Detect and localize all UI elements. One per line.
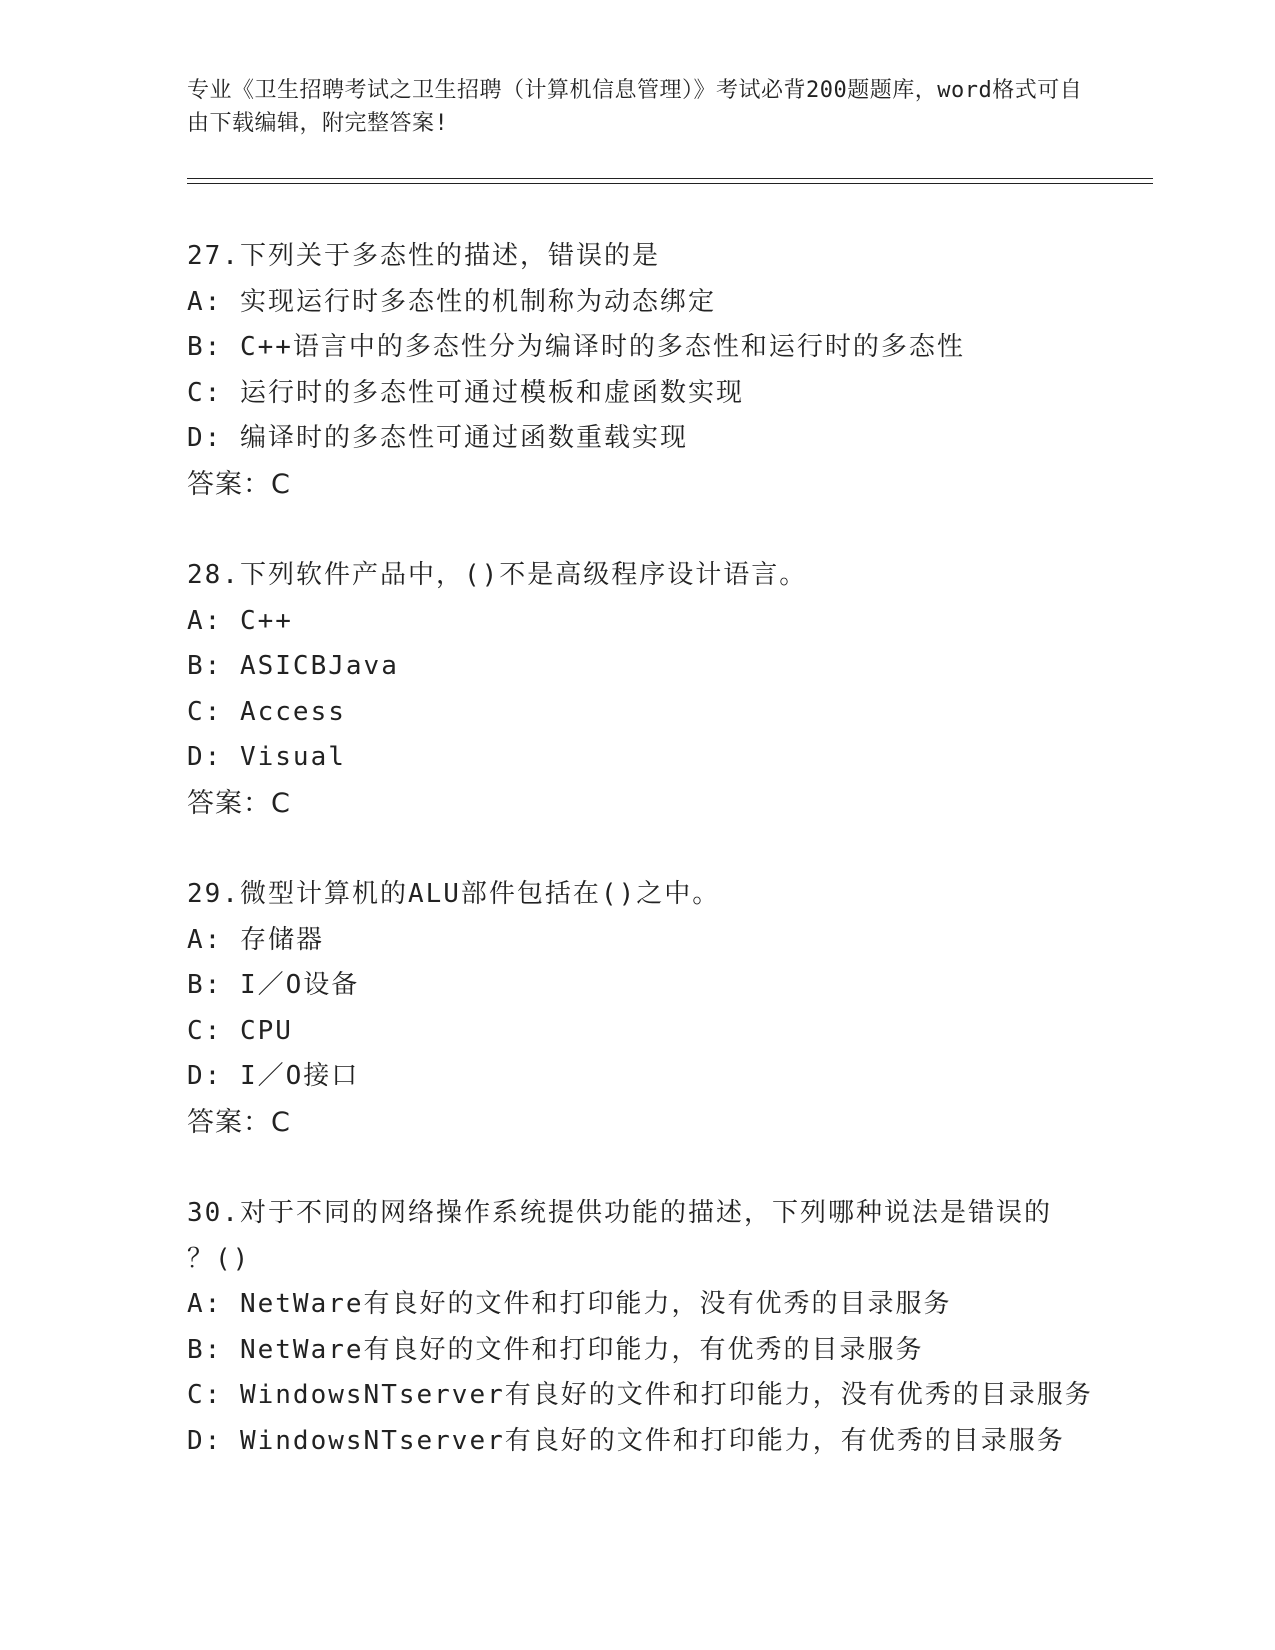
option-text: 实现运行时多态性的机制称为动态绑定: [239, 286, 716, 317]
answer-value: C: [271, 468, 291, 500]
option-b: [187, 963, 1087, 1009]
option-c: [187, 1009, 1087, 1055]
option-key: D:: [187, 742, 240, 772]
answer: [187, 1100, 1087, 1146]
option-text: C++: [239, 605, 293, 636]
option-key: B:: [187, 1334, 240, 1365]
option-text: ASICBJava: [239, 651, 399, 681]
answer-value: C: [271, 1106, 291, 1138]
header-rule-top: [187, 178, 1153, 179]
question-stem: 29.微型计算机的ALU部件包括在()之中。: [187, 879, 721, 909]
option-key: C:: [187, 1380, 240, 1410]
option-key: D:: [187, 423, 240, 453]
question-28: [187, 553, 1087, 826]
answer-value: C: [271, 787, 291, 819]
option-key: A:: [187, 924, 240, 955]
option-text: 编译时的多态性可通过函数重载实现: [239, 423, 688, 453]
option-b: [187, 644, 1087, 690]
option-d: [187, 735, 1087, 781]
option-a: [187, 599, 1087, 645]
question-stem: 28.下列软件产品中，()不是高级程序设计语言。: [187, 560, 808, 590]
option-a: [187, 1282, 1087, 1328]
answer-prefix: 答案：: [187, 468, 271, 500]
question-27: [187, 234, 1087, 507]
option-key: A:: [187, 605, 240, 636]
option-a: [187, 280, 1087, 326]
option-text: 运行时的多态性可通过模板和虚函数实现: [239, 377, 744, 408]
answer-prefix: 答案：: [187, 787, 271, 819]
option-key: B:: [187, 332, 240, 362]
document-header: 专业《卫生招聘考试之卫生招聘（计算机信息管理）》考试必背200题题库，word格式可自由下载编辑，附完整答案!: [187, 78, 1083, 136]
option-c: [187, 371, 1087, 417]
question-stem-line-2: ？(): [187, 1243, 251, 1274]
option-text: Visual: [239, 742, 346, 772]
option-a: [187, 918, 1087, 964]
option-key: B:: [187, 651, 240, 681]
question-stem: 27.下列关于多态性的描述，错误的是: [187, 241, 660, 271]
option-key: A:: [187, 1289, 240, 1319]
option-key: A:: [187, 286, 240, 317]
option-c: [187, 1373, 1093, 1419]
option-text: WindowsNTserver有良好的文件和打印能力，没有优秀的目录服务: [239, 1380, 1093, 1410]
question-29: [187, 872, 1087, 1145]
option-key: C:: [187, 696, 240, 727]
option-key: D:: [187, 1425, 240, 1456]
answer: [187, 462, 1087, 508]
answer-prefix: 答案：: [187, 1106, 271, 1138]
option-key: D:: [187, 1061, 240, 1091]
option-d: [187, 1054, 1087, 1100]
option-c: [187, 690, 1087, 736]
option-text: CPU: [239, 1015, 293, 1046]
option-text: I／O设备: [239, 970, 360, 1000]
option-d: [187, 1419, 1087, 1465]
option-text: NetWare有良好的文件和打印能力，没有优秀的目录服务: [239, 1289, 952, 1319]
question-stem-line-1: 30.对于不同的网络操作系统提供功能的描述，下列哪种说法是错误的: [187, 1198, 1052, 1228]
header-rule-bottom: [187, 183, 1153, 184]
option-text: 存储器: [239, 924, 324, 955]
option-key: C:: [187, 1015, 240, 1046]
option-text: Access: [239, 696, 346, 727]
option-b: [187, 1328, 1087, 1374]
option-d: [187, 416, 1087, 462]
option-key: C:: [187, 377, 240, 408]
option-text: WindowsNTserver有良好的文件和打印能力，有优秀的目录服务: [239, 1425, 1065, 1456]
option-text: NetWare有良好的文件和打印能力，有优秀的目录服务: [239, 1334, 924, 1365]
option-text: I／O接口: [239, 1061, 360, 1091]
answer: [187, 781, 1087, 827]
option-text: C++语言中的多态性分为编译时的多态性和运行时的多态性: [239, 332, 965, 362]
question-30: [187, 1191, 1093, 1464]
option-key: B:: [187, 970, 240, 1000]
option-b: [187, 325, 1087, 371]
